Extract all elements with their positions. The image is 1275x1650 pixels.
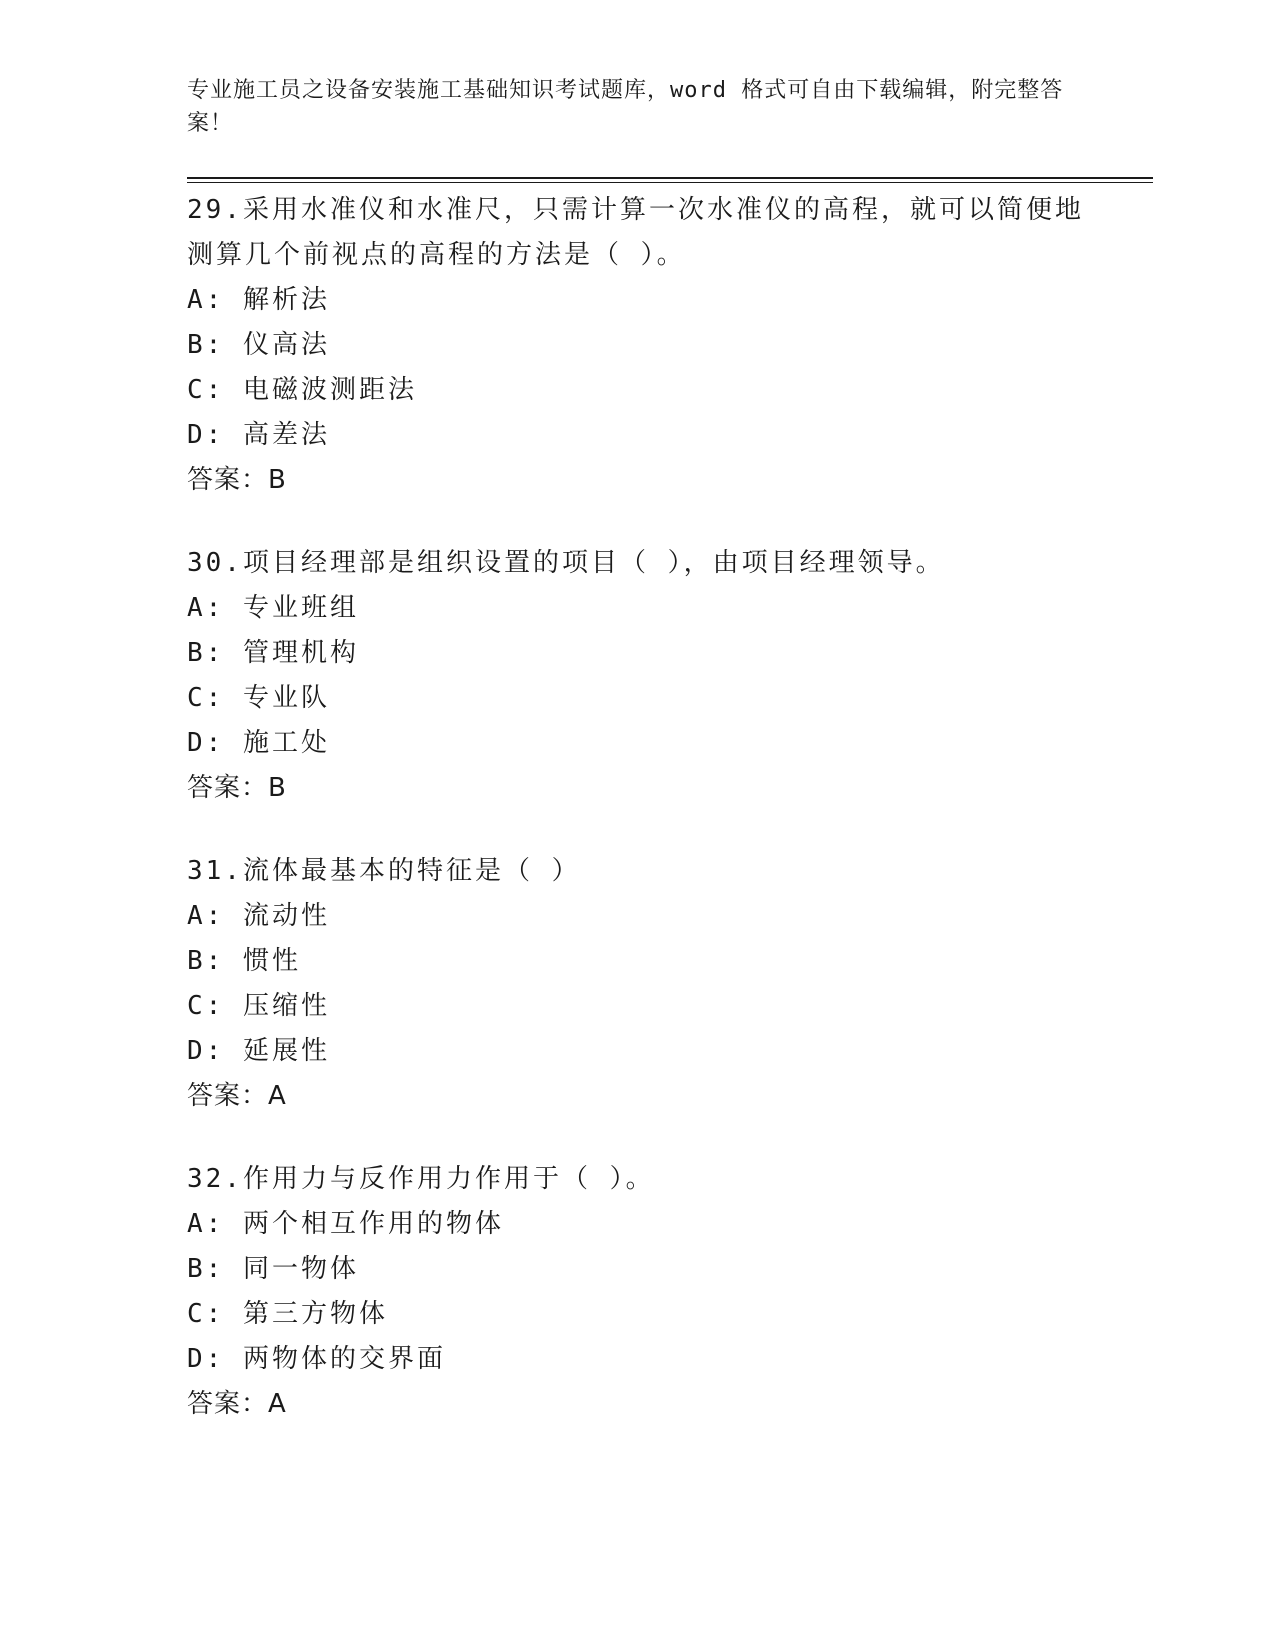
option-c: C: 压缩性 [187,991,330,1021]
option-b: B: 管理机构 [187,638,359,668]
option-b: B: 仪高法 [187,330,330,360]
option-d: D: 延展性 [187,1036,330,1066]
option-a: A: 解析法 [187,285,330,315]
answer-line: 答案：A [187,1081,287,1111]
answer-line: 答案：B [187,465,287,495]
option-b: B: 惯性 [187,946,301,976]
answer-line: 答案：B [187,773,287,803]
option-a: A: 专业班组 [187,593,359,623]
document-header: 专业施工员之设备安装施工基础知识考试题库，word 格式可自由下载编辑，附完整答案！ [187,78,1064,136]
option-c: C: 第三方物体 [187,1299,388,1329]
question-32 [187,1157,1087,1427]
header-divider [187,177,1153,179]
question-stem: 31.流体最基本的特征是（ ） [187,856,581,886]
option-d: D: 施工处 [187,728,330,758]
option-d: D: 高差法 [187,420,330,450]
option-a: A: 两个相互作用的物体 [187,1209,504,1239]
question-stem: 30.项目经理部是组织设置的项目（ ），由项目经理领导。 [187,548,945,578]
question-stem: 29.采用水准仪和水准尺，只需计算一次水准仪的高程，就可以简便地测算几个前视点的高程的方法是（ ）。 [187,195,1084,270]
answer-line: 答案：A [187,1389,287,1419]
question-list [187,188,1087,1465]
question-29 [187,188,1087,503]
question-stem: 32.作用力与反作用力作用于（ ）。 [187,1164,655,1194]
option-b: B: 同一物体 [187,1254,359,1284]
question-30 [187,541,1087,811]
option-a: A: 流动性 [187,901,330,931]
option-c: C: 电磁波测距法 [187,375,417,405]
question-31 [187,849,1087,1119]
option-d: D: 两物体的交界面 [187,1344,446,1374]
header-divider-thin [187,182,1153,183]
option-c: C: 专业队 [187,683,330,713]
